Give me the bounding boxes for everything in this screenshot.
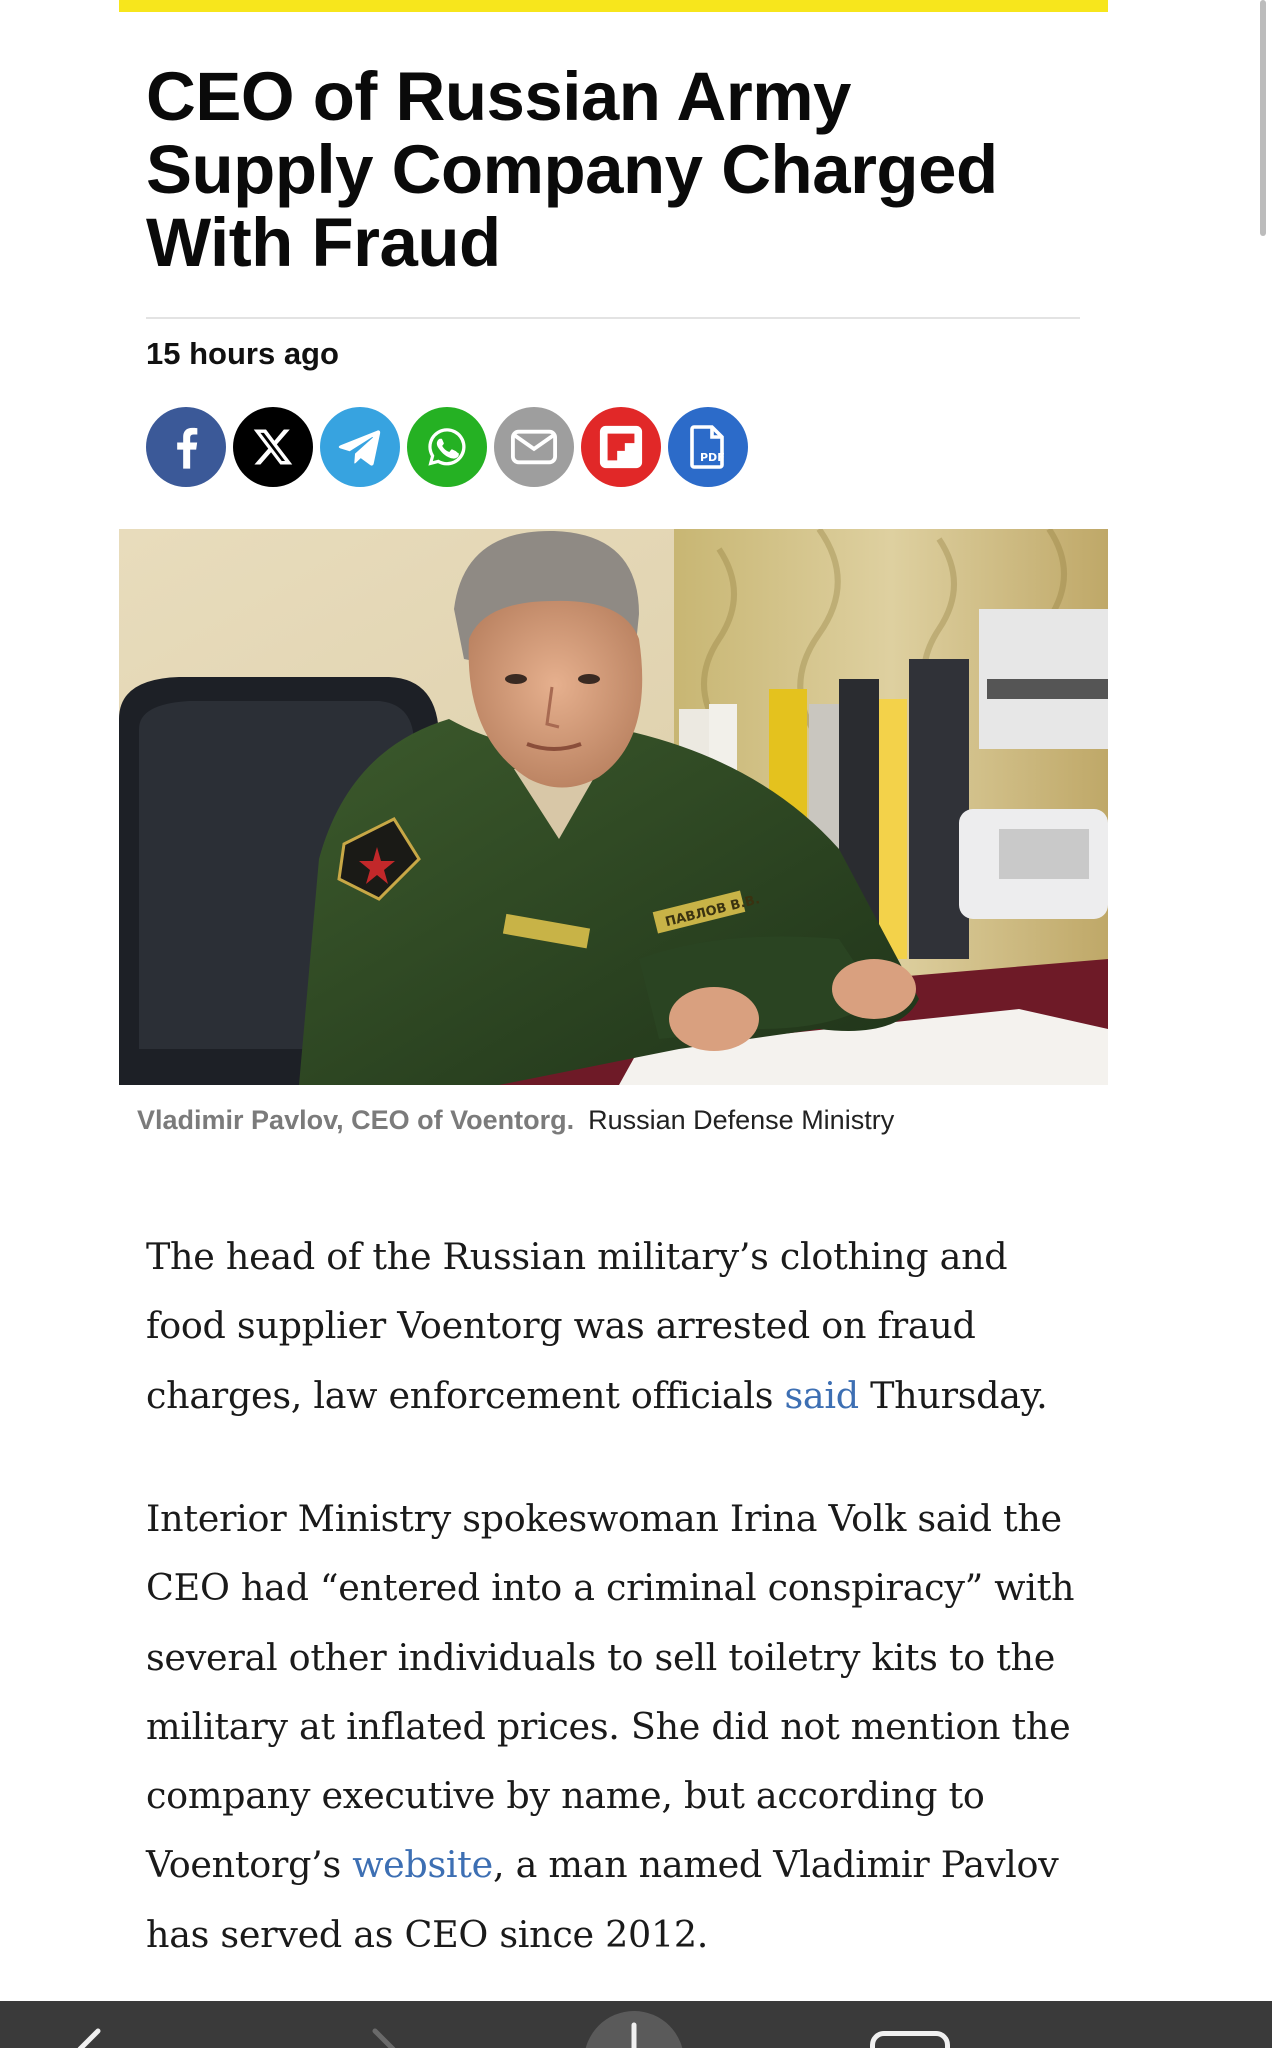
bottom-navigation-bar bbox=[0, 2001, 1272, 2048]
paragraph-1-text-a: The head of the Russian military’s clothing and food supplier Voentorg was arrested on fraud charges, law enforcement officials bbox=[146, 1235, 1008, 1417]
article-header bbox=[146, 60, 1081, 279]
pdf-icon bbox=[686, 423, 730, 471]
divider bbox=[146, 317, 1080, 319]
tabs-button[interactable] bbox=[870, 2031, 950, 2048]
timestamp: 15 hours ago bbox=[146, 336, 339, 371]
photo-caption bbox=[137, 1105, 894, 1136]
paragraph-2-text-a: Interior Ministry spokeswoman Irina Volk said the CEO had “entered into a criminal conspiracy” with several other individuals to sell toiletry kits to the military at inflated prices. She did not mention the company executive by name, but according to Voentorg’s bbox=[146, 1497, 1075, 1887]
paragraph-2 bbox=[146, 1484, 1086, 1969]
paragraph-2-text-b: , a man named Vladimir Pavlov has served as CEO since 2012. bbox=[146, 1843, 1059, 1956]
flipboard-share-button[interactable] bbox=[581, 407, 661, 487]
x-share-button[interactable] bbox=[233, 407, 313, 487]
accent-bar bbox=[119, 0, 1108, 12]
plus-icon bbox=[584, 2011, 684, 2048]
email-icon bbox=[511, 429, 557, 465]
badge-text: ПАВЛОВ В.В. bbox=[663, 892, 762, 931]
home-button[interactable] bbox=[584, 2011, 684, 2048]
article-photo bbox=[119, 529, 1108, 1085]
headline: CEO of Russian Army Supply Company Charged With Fraud bbox=[146, 58, 998, 281]
share-buttons bbox=[146, 407, 748, 487]
said-link[interactable]: said bbox=[784, 1373, 859, 1417]
scrollbar[interactable] bbox=[1260, 0, 1266, 236]
whatsapp-share-button[interactable] bbox=[407, 407, 487, 487]
flipboard-icon bbox=[598, 424, 644, 470]
telegram-icon bbox=[337, 426, 383, 468]
caption-credit: Russian Defense Ministry bbox=[588, 1105, 895, 1135]
facebook-icon bbox=[166, 425, 206, 469]
facebook-share-button[interactable] bbox=[146, 407, 226, 487]
x-icon bbox=[252, 427, 294, 467]
whatsapp-icon bbox=[424, 424, 470, 470]
telegram-share-button[interactable] bbox=[320, 407, 400, 487]
paragraph-1 bbox=[146, 1222, 1086, 1430]
forward-icon[interactable] bbox=[365, 2027, 405, 2048]
pdf-share-button[interactable] bbox=[668, 407, 748, 487]
caption-description: Vladimir Pavlov, CEO of Voentorg. bbox=[137, 1105, 575, 1135]
svg-text:PDF: PDF bbox=[700, 451, 725, 464]
email-share-button[interactable] bbox=[494, 407, 574, 487]
paragraph-1-text-b: Thursday. bbox=[858, 1373, 1048, 1417]
back-icon[interactable] bbox=[70, 2027, 110, 2048]
website-link[interactable]: website bbox=[352, 1843, 493, 1887]
